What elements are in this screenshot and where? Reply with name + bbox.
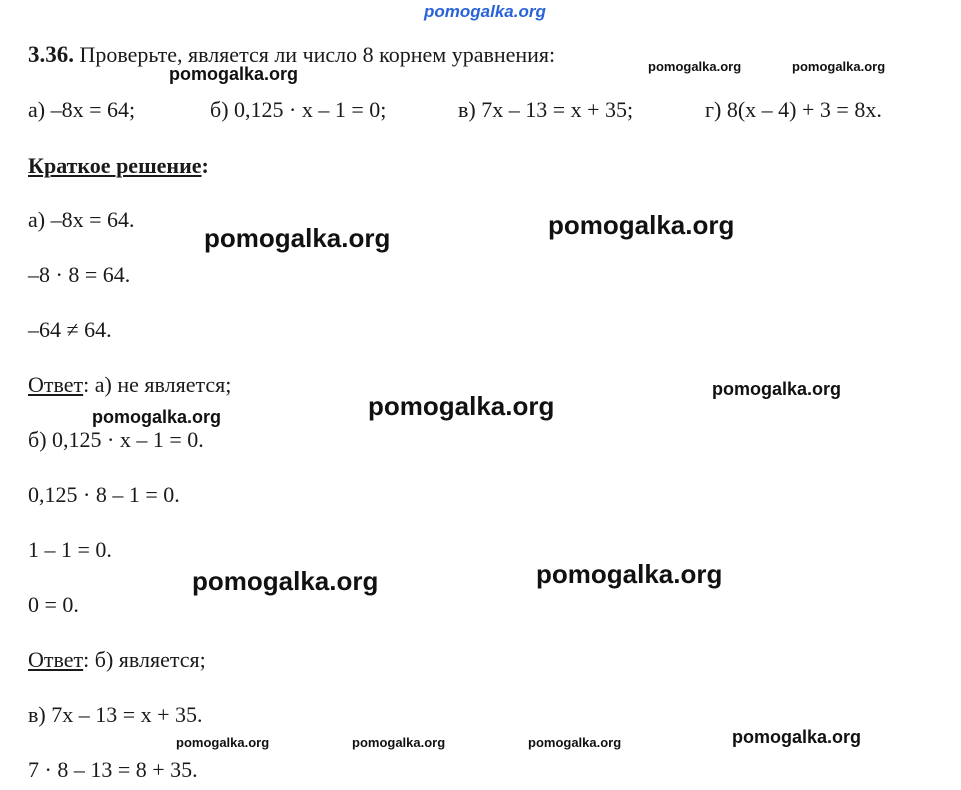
solution-heading-text: Краткое решение bbox=[28, 153, 202, 178]
option-c: в) 7x – 13 = x + 35; bbox=[458, 97, 634, 122]
watermark-6: pomogalka.org bbox=[368, 391, 555, 421]
watermark-13: pomogalka.org bbox=[528, 735, 622, 750]
solution-heading-colon: : bbox=[201, 153, 209, 178]
solution-a-line-3: –64 ≠ 64. bbox=[28, 317, 112, 342]
option-a: а) –8x = 64; bbox=[28, 97, 136, 122]
watermark-9: pomogalka.org bbox=[192, 566, 379, 596]
task-number: 3.36. bbox=[28, 42, 74, 67]
option-d: г) 8(x – 4) + 3 = 8x. bbox=[705, 97, 882, 122]
solution-b-line-1: б) 0,125 · x – 1 = 0. bbox=[28, 427, 204, 452]
watermark-3: pomogalka.org bbox=[792, 59, 886, 74]
watermark-5: pomogalka.org bbox=[548, 210, 735, 240]
watermark-14: pomogalka.org bbox=[732, 727, 862, 747]
solution-b-line-4: 0 = 0. bbox=[28, 592, 79, 617]
answer-b-label: Ответ bbox=[28, 647, 84, 672]
solution-b-line-3: 1 – 1 = 0. bbox=[28, 537, 112, 562]
watermark-2: pomogalka.org bbox=[648, 59, 742, 74]
watermark-8: pomogalka.org bbox=[92, 407, 222, 427]
answer-b bbox=[28, 647, 206, 673]
watermark-1: pomogalka.org bbox=[169, 64, 299, 84]
watermark-12: pomogalka.org bbox=[352, 735, 446, 750]
header-watermark: pomogalka.org bbox=[424, 2, 546, 21]
solution-c-line-1: в) 7x – 13 = x + 35. bbox=[28, 702, 203, 727]
watermark-10: pomogalka.org bbox=[536, 559, 723, 589]
solution-heading bbox=[28, 153, 209, 179]
answer-a bbox=[28, 372, 231, 398]
watermark-4: pomogalka.org bbox=[204, 223, 391, 253]
watermark-7: pomogalka.org bbox=[712, 379, 842, 399]
solution-a-line-1: а) –8x = 64. bbox=[28, 207, 135, 232]
watermark-11: pomogalka.org bbox=[176, 735, 270, 750]
answer-a-text: : а) не является; bbox=[83, 372, 232, 397]
answer-a-label: Ответ bbox=[28, 372, 84, 397]
option-b: б) 0,125 · x – 1 = 0; bbox=[210, 97, 387, 122]
solution-c-line-2: 7 · 8 – 13 = 8 + 35. bbox=[28, 757, 198, 782]
solution-b-line-2: 0,125 · 8 – 1 = 0. bbox=[28, 482, 180, 507]
solution-a-line-2: –8 · 8 = 64. bbox=[28, 262, 131, 287]
answer-b-text: : б) является; bbox=[83, 647, 206, 672]
task-text: Проверьте, является ли число 8 корнем уравнения: bbox=[79, 42, 556, 67]
